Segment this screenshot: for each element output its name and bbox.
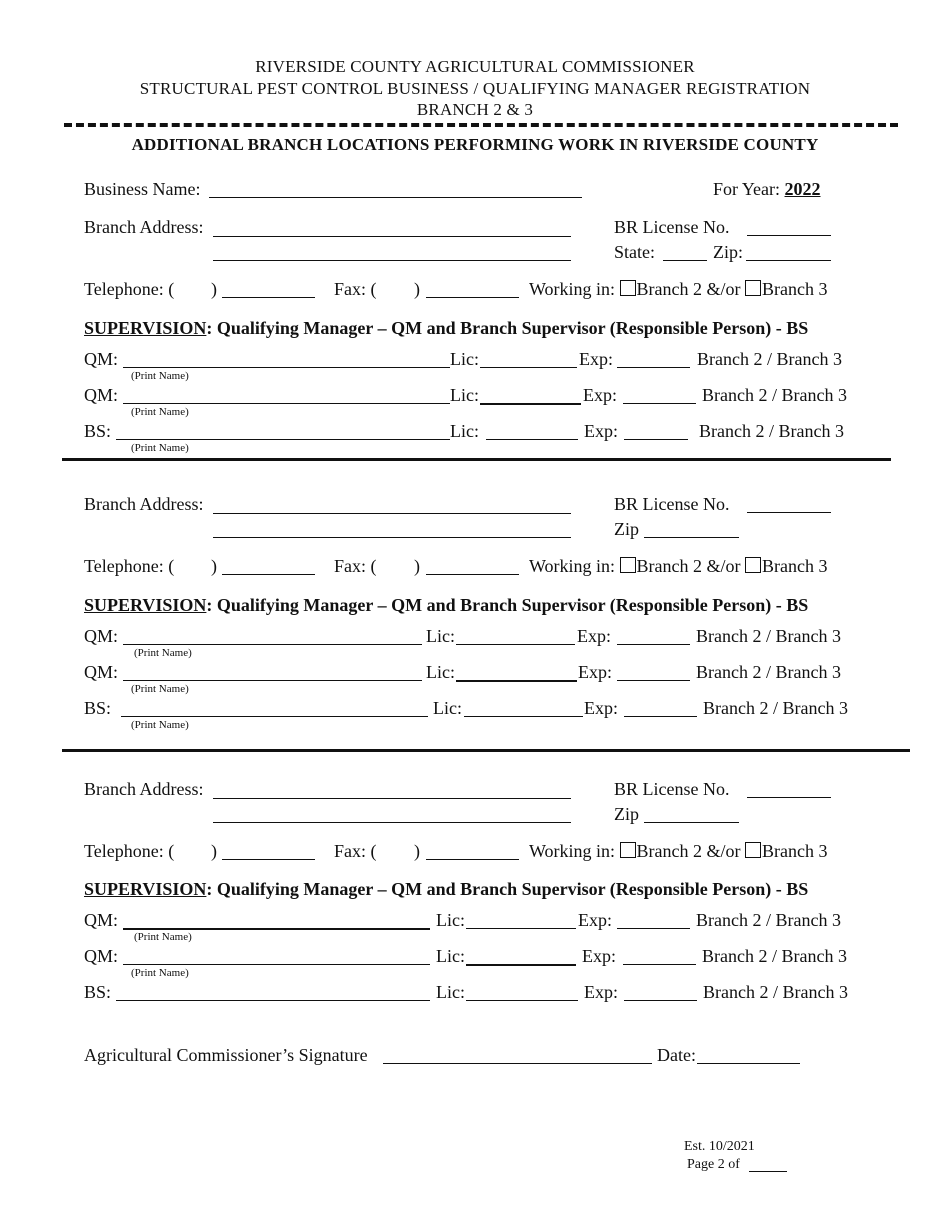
exp-label: Exp:: [578, 910, 612, 930]
supervision-desc: : Qualifying Manager – QM and Branch Supervisor (Responsible Person) - BS: [206, 318, 809, 338]
qm2-lic-field[interactable]: [456, 680, 577, 682]
qm1-label: QM:: [84, 349, 119, 369]
qm1-lic-field[interactable]: [480, 367, 577, 368]
signature-label: Agricultural Commissioner’s Signature: [84, 1045, 368, 1065]
fax-paren: ): [414, 841, 420, 861]
branch-choice[interactable]: Branch 2 / Branch 3: [703, 982, 848, 1002]
for-year-label: For Year:: [713, 179, 781, 199]
lic-label: Lic:: [433, 698, 462, 718]
print-name-caption: (Print Name): [131, 370, 189, 382]
print-name-caption: (Print Name): [131, 442, 189, 454]
branch-address-label: Branch Address:: [84, 779, 204, 799]
telephone-field[interactable]: [222, 574, 315, 575]
branch3-label: Branch 3: [762, 279, 828, 299]
branch2-label: Branch 2 &/or: [636, 279, 741, 299]
bs-exp-field[interactable]: [624, 1000, 697, 1001]
branch-address-label: Branch Address:: [84, 494, 204, 514]
bs-exp-field[interactable]: [624, 716, 697, 717]
print-name-caption: (Print Name): [131, 967, 189, 979]
working-in: [529, 556, 828, 577]
section-divider: [62, 749, 910, 752]
br-license-field[interactable]: [747, 512, 831, 513]
exp-label: Exp:: [577, 626, 611, 646]
telephone-label: Telephone: (: [84, 841, 175, 861]
branch-choice[interactable]: Branch 2 / Branch 3: [696, 662, 841, 682]
exp-label: Exp:: [582, 946, 616, 966]
fax-label: Fax: (: [334, 841, 377, 861]
qm1-lic-field[interactable]: [456, 644, 575, 645]
branch2-checkbox[interactable]: [620, 280, 636, 296]
bs-name-field[interactable]: [121, 716, 428, 717]
print-name-caption: (Print Name): [134, 931, 192, 943]
fax-field[interactable]: [426, 297, 519, 298]
branch-address-line1[interactable]: [213, 513, 571, 514]
supervision-desc: : Qualifying Manager – QM and Branch Supervisor (Responsible Person) - BS: [206, 879, 809, 899]
footer-est: Est. 10/2021: [684, 1139, 755, 1154]
branch-address-line2[interactable]: [213, 822, 571, 823]
bs-label: BS:: [84, 982, 112, 1002]
telephone-paren: ): [211, 841, 217, 861]
business-name-label: Business Name:: [84, 179, 201, 199]
telephone-label: Telephone: (: [84, 279, 175, 299]
state-field[interactable]: [663, 260, 707, 261]
branch3-label: Branch 3: [762, 556, 828, 576]
exp-label: Exp:: [584, 421, 618, 441]
supervision-heading: [84, 879, 808, 900]
qm1-name-field[interactable]: [123, 644, 422, 645]
bs-name-field[interactable]: [116, 439, 450, 440]
for-year-value: 2022: [784, 179, 821, 199]
branch3-checkbox[interactable]: [745, 842, 761, 858]
section-divider: [62, 458, 891, 461]
header-branch: BRANCH 2 & 3: [416, 100, 534, 119]
telephone-paren: ): [211, 279, 217, 299]
branch-address-line1[interactable]: [213, 236, 571, 237]
fax-label: Fax: (: [334, 279, 377, 299]
branch-choice[interactable]: Branch 2 / Branch 3: [699, 421, 844, 441]
lic-label: Lic:: [426, 626, 455, 646]
qm2-label: QM:: [84, 662, 119, 682]
qm2-label: QM:: [84, 946, 119, 966]
branch-address-line1[interactable]: [213, 798, 571, 799]
supervision-word: SUPERVISION: [84, 318, 207, 338]
header-agency: RIVERSIDE COUNTY AGRICULTURAL COMMISSIONER: [255, 57, 695, 76]
qm2-name-field[interactable]: [123, 403, 450, 404]
zip-label: Zip: [614, 519, 639, 539]
business-name-field[interactable]: [209, 197, 582, 198]
print-name-caption: (Print Name): [134, 647, 192, 659]
fax-label: Fax: (: [334, 556, 377, 576]
branch-choice[interactable]: Branch 2 / Branch 3: [703, 698, 848, 718]
br-license-field[interactable]: [747, 797, 831, 798]
bs-label: BS:: [84, 698, 112, 718]
footer-page: Page 2 of: [687, 1157, 740, 1172]
supervision-heading: [84, 318, 808, 339]
bs-name-field[interactable]: [116, 1000, 430, 1001]
qm2-label: QM:: [84, 385, 119, 405]
br-license-label: BR License No.: [614, 217, 730, 237]
fax-field[interactable]: [426, 574, 519, 575]
bs-exp-field[interactable]: [624, 439, 688, 440]
exp-label: Exp:: [583, 385, 617, 405]
section-title: ADDITIONAL BRANCH LOCATIONS PERFORMING WORK IN RIVERSIDE COUNTY: [131, 135, 819, 154]
lic-label: Lic:: [436, 946, 465, 966]
qm1-name-field[interactable]: [123, 367, 450, 368]
lic-label: Lic:: [450, 421, 479, 441]
bs-lic-field[interactable]: [464, 716, 583, 717]
state-label: State:: [614, 242, 655, 262]
lic-label: Lic:: [426, 662, 455, 682]
qm2-exp-field[interactable]: [617, 680, 690, 681]
lic-label: Lic:: [450, 385, 479, 405]
telephone-field[interactable]: [222, 859, 315, 860]
branch3-checkbox[interactable]: [745, 557, 761, 573]
header-dashed-divider: [64, 123, 898, 127]
qm1-exp-field[interactable]: [617, 644, 690, 645]
zip-label: Zip: [614, 804, 639, 824]
lic-label: Lic:: [436, 910, 465, 930]
print-name-caption: (Print Name): [131, 406, 189, 418]
fax-paren: ): [414, 556, 420, 576]
br-license-field[interactable]: [747, 235, 831, 236]
working-in-label: Working in:: [529, 556, 616, 576]
lic-label: Lic:: [436, 982, 465, 1002]
branch3-checkbox[interactable]: [745, 280, 761, 296]
qm1-label: QM:: [84, 626, 119, 646]
supervision-desc: : Qualifying Manager – QM and Branch Supervisor (Responsible Person) - BS: [206, 595, 809, 615]
branch2-checkbox[interactable]: [620, 842, 636, 858]
fax-field[interactable]: [426, 859, 519, 860]
header-form-title: STRUCTURAL PEST CONTROL BUSINESS / QUALIFYING MANAGER REGISTRATION: [139, 79, 811, 98]
branch-choice[interactable]: Branch 2 / Branch 3: [702, 946, 847, 966]
zip-field[interactable]: [746, 260, 831, 261]
lic-label: Lic:: [450, 349, 479, 369]
telephone-field[interactable]: [222, 297, 315, 298]
branch-choice[interactable]: Branch 2 / Branch 3: [697, 349, 842, 369]
fax-paren: ): [414, 279, 420, 299]
branch-address-line2[interactable]: [213, 537, 571, 538]
qm1-exp-field[interactable]: [617, 928, 690, 929]
date-field[interactable]: [697, 1063, 800, 1064]
supervision-heading: [84, 595, 808, 616]
br-license-label: BR License No.: [614, 494, 730, 514]
qm1-exp-field[interactable]: [617, 367, 690, 368]
qm1-label: QM:: [84, 910, 119, 930]
working-in-label: Working in:: [529, 279, 616, 299]
branch2-label: Branch 2 &/or: [636, 841, 741, 861]
branch-address-label: Branch Address:: [84, 217, 204, 237]
exp-label: Exp:: [579, 349, 613, 369]
exp-label: Exp:: [578, 662, 612, 682]
branch-choice[interactable]: Branch 2 / Branch 3: [696, 910, 841, 930]
for-year: [713, 179, 821, 200]
bs-label: BS:: [84, 421, 112, 441]
date-label: Date:: [657, 1045, 696, 1065]
working-in-label: Working in:: [529, 841, 616, 861]
qm2-exp-field[interactable]: [623, 403, 696, 404]
telephone-paren: ): [211, 556, 217, 576]
working-in: [529, 841, 828, 862]
signature-field[interactable]: [383, 1063, 652, 1064]
qm1-lic-field[interactable]: [466, 928, 576, 929]
qm1-name-field[interactable]: [123, 928, 430, 930]
footer-page-total-field[interactable]: [749, 1171, 787, 1172]
working-in: [529, 279, 828, 300]
qm2-lic-field[interactable]: [480, 403, 581, 405]
telephone-label: Telephone: (: [84, 556, 175, 576]
branch-choice[interactable]: Branch 2 / Branch 3: [696, 626, 841, 646]
zip-field[interactable]: [644, 537, 739, 538]
bs-lic-field[interactable]: [466, 1000, 578, 1001]
qm2-lic-field[interactable]: [466, 964, 576, 966]
qm2-exp-field[interactable]: [623, 964, 696, 965]
print-name-caption: (Print Name): [131, 683, 189, 695]
qm2-name-field[interactable]: [123, 964, 430, 965]
br-license-label: BR License No.: [614, 779, 730, 799]
zip-label: Zip:: [713, 242, 743, 262]
qm2-name-field[interactable]: [123, 680, 422, 681]
exp-label: Exp:: [584, 698, 618, 718]
supervision-word: SUPERVISION: [84, 595, 207, 615]
exp-label: Exp:: [584, 982, 618, 1002]
branch-choice[interactable]: Branch 2 / Branch 3: [702, 385, 847, 405]
supervision-word: SUPERVISION: [84, 879, 207, 899]
branch3-label: Branch 3: [762, 841, 828, 861]
print-name-caption: (Print Name): [131, 719, 189, 731]
zip-field[interactable]: [644, 822, 739, 823]
branch2-checkbox[interactable]: [620, 557, 636, 573]
bs-lic-field[interactable]: [486, 439, 578, 440]
branch2-label: Branch 2 &/or: [636, 556, 741, 576]
branch-address-line2[interactable]: [213, 260, 571, 261]
